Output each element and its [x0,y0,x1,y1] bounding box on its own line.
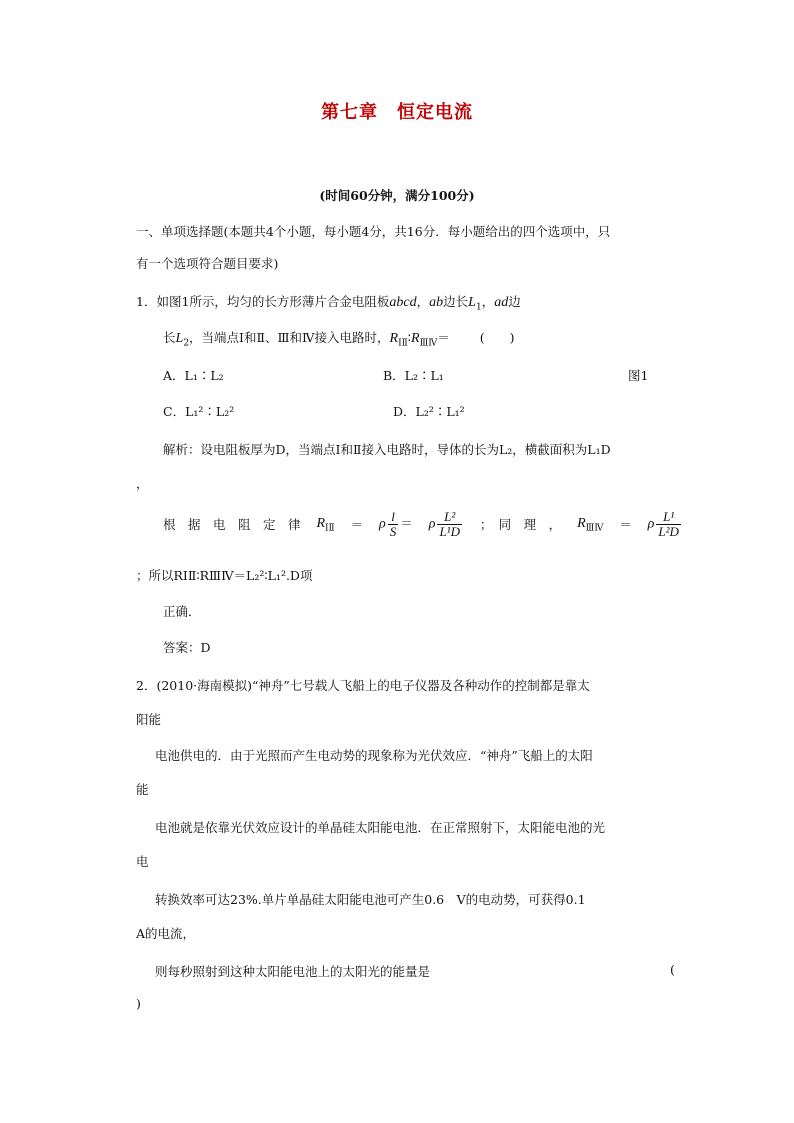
q1-conclusion: ；所以RⅠⅡ∶RⅢⅣ＝L₂²∶L₁².D项 [136,568,313,583]
q1-law-equals3: ＝ [619,517,632,533]
q1-side-text: 边长 [443,294,469,309]
q1-comma: ， [416,294,430,309]
q1-answer: 答案：D [163,640,211,655]
q1-R34: R [411,331,420,346]
q1-L2: L [175,331,184,346]
section-heading-line1: 一、单项选择题(本题共4个小题，每小题4分，共16分．每小题给出的四个选项中，只 [136,224,611,239]
q1-rho: ρ [379,516,386,532]
q1-frac-L1-den: L²D [658,523,679,539]
q1-terminals-text: ，当端点Ⅰ和Ⅱ、Ⅲ和Ⅳ接入电路时， [189,330,390,345]
q2-line1-wrap: 阳能 [136,712,162,727]
q1-frac-L1-num: L¹ [656,510,681,525]
q1-option-d: D．L₂²∶L₁² [393,404,465,419]
q1-frac-L2 [437,510,462,538]
q1-law-prefix: 根 据 电 阻 定 律 [163,517,301,533]
q1-law-equals: ＝ [350,517,364,533]
q1-figure-label: 图1 [628,368,649,383]
q1-comma2: ， [481,294,495,309]
exam-subtitle: (时间60分钟，满分100分) [319,188,475,203]
q1-law-equals2: ＝ [400,515,413,531]
q1-similarly: ； 同 理 ， [479,517,562,533]
chapter-title: 第七章 恒定电流 [321,102,473,123]
q1-ab: ab [429,295,444,310]
q1-law-R-sub: ⅠⅡ [325,523,335,534]
q1-L1-sub: 1 [475,302,482,313]
q1-option-b: B．L₂∶L₁ [383,368,444,383]
q1-abcd: abcd [389,295,417,310]
q2-answer-blank-close: ) [136,996,141,1011]
q1-law-R: R [316,515,325,531]
q1-analysis-line1: 解析：设电阻板厚为D，当端点Ⅰ和Ⅱ接入电路时，导体的长为L₂，横截面积为L₁D [163,442,611,457]
q1-rho2: ρ [428,516,436,532]
q2-line3: 电池就是依靠光伏效应设计的单晶硅太阳能电池．在正常照射下，太阳能电池的光 [155,820,606,835]
q2-line3-wrap: 电 [136,854,149,869]
q1-L2-sub: 2 [183,338,190,349]
q1-law-R34-sub: ⅢⅣ [585,523,604,534]
q1-law-R-2: R [577,515,586,531]
q2-line4-wrap: A的电流， [136,926,196,941]
q1-frac-lS-num: l [388,510,399,525]
q1-frac-L2-num: L² [437,510,462,525]
q1-long-text: 长 [163,330,176,345]
q2-line5: 则每秒照射到这种太阳能电池上的太阳光的能量是 [155,964,431,979]
q1-R12: R [389,331,399,346]
q1-edge-text: 边 [508,294,521,309]
q1-rho3: ρ [647,516,655,532]
q1-stem-line1 [136,292,521,313]
q1-L1: L [468,295,476,310]
q1-frac-L1 [656,510,681,538]
q1-option-c: C．L₁²∶L₂² [163,404,235,419]
q1-resistance-law [163,510,683,538]
q1-frac-lS-den: S [389,523,397,539]
q1-stem-line2 [163,328,515,349]
q1-analysis-continuation: ， [136,476,149,491]
q1-law-formula3 [648,510,683,538]
q1-law-R34 [577,515,603,534]
q2-line4: 转换效率可达23%.单片单晶硅太阳能电池可产生0.6 V的电动势，可获得0.1 [155,892,586,907]
q1-R34-sub: ⅢⅣ [419,338,438,349]
q1-frac-L2-den: L¹D [439,523,460,539]
q2-answer-blank-open: ( [670,962,675,977]
q1-frac-lS [388,510,399,538]
q1-ad: ad [494,295,509,310]
q1-law-formula1 [379,510,413,538]
q1-law-formula2 [429,510,464,538]
q1-option-a: A．L₁∶L₂ [163,368,224,383]
q1-law-R12 [316,515,334,534]
q2-line2-wrap: 能 [136,782,149,797]
section-heading-line2: 有一个选项符合题目要求) [136,256,279,271]
q1-stem-text: 1．如图1所示，均匀的长方形薄片合金电阻板 [136,294,390,309]
q2-line1: 2．(2010·海南模拟)“神舟”七号载人飞船上的电子仪器及各种动作的控制都是靠太 [136,678,590,693]
q1-R12-sub: ⅠⅡ [398,338,408,349]
q1-answer-blank: ( ) [479,330,515,345]
q1-colon: ∶ [407,330,412,345]
q2-line2: 电池供电的．由于光照而产生电动势的现象称为光伏效应．“神舟”飞船上的太阳 [155,748,593,763]
q1-equals: ＝ [437,330,450,345]
q1-correct: 正确． [163,604,201,619]
